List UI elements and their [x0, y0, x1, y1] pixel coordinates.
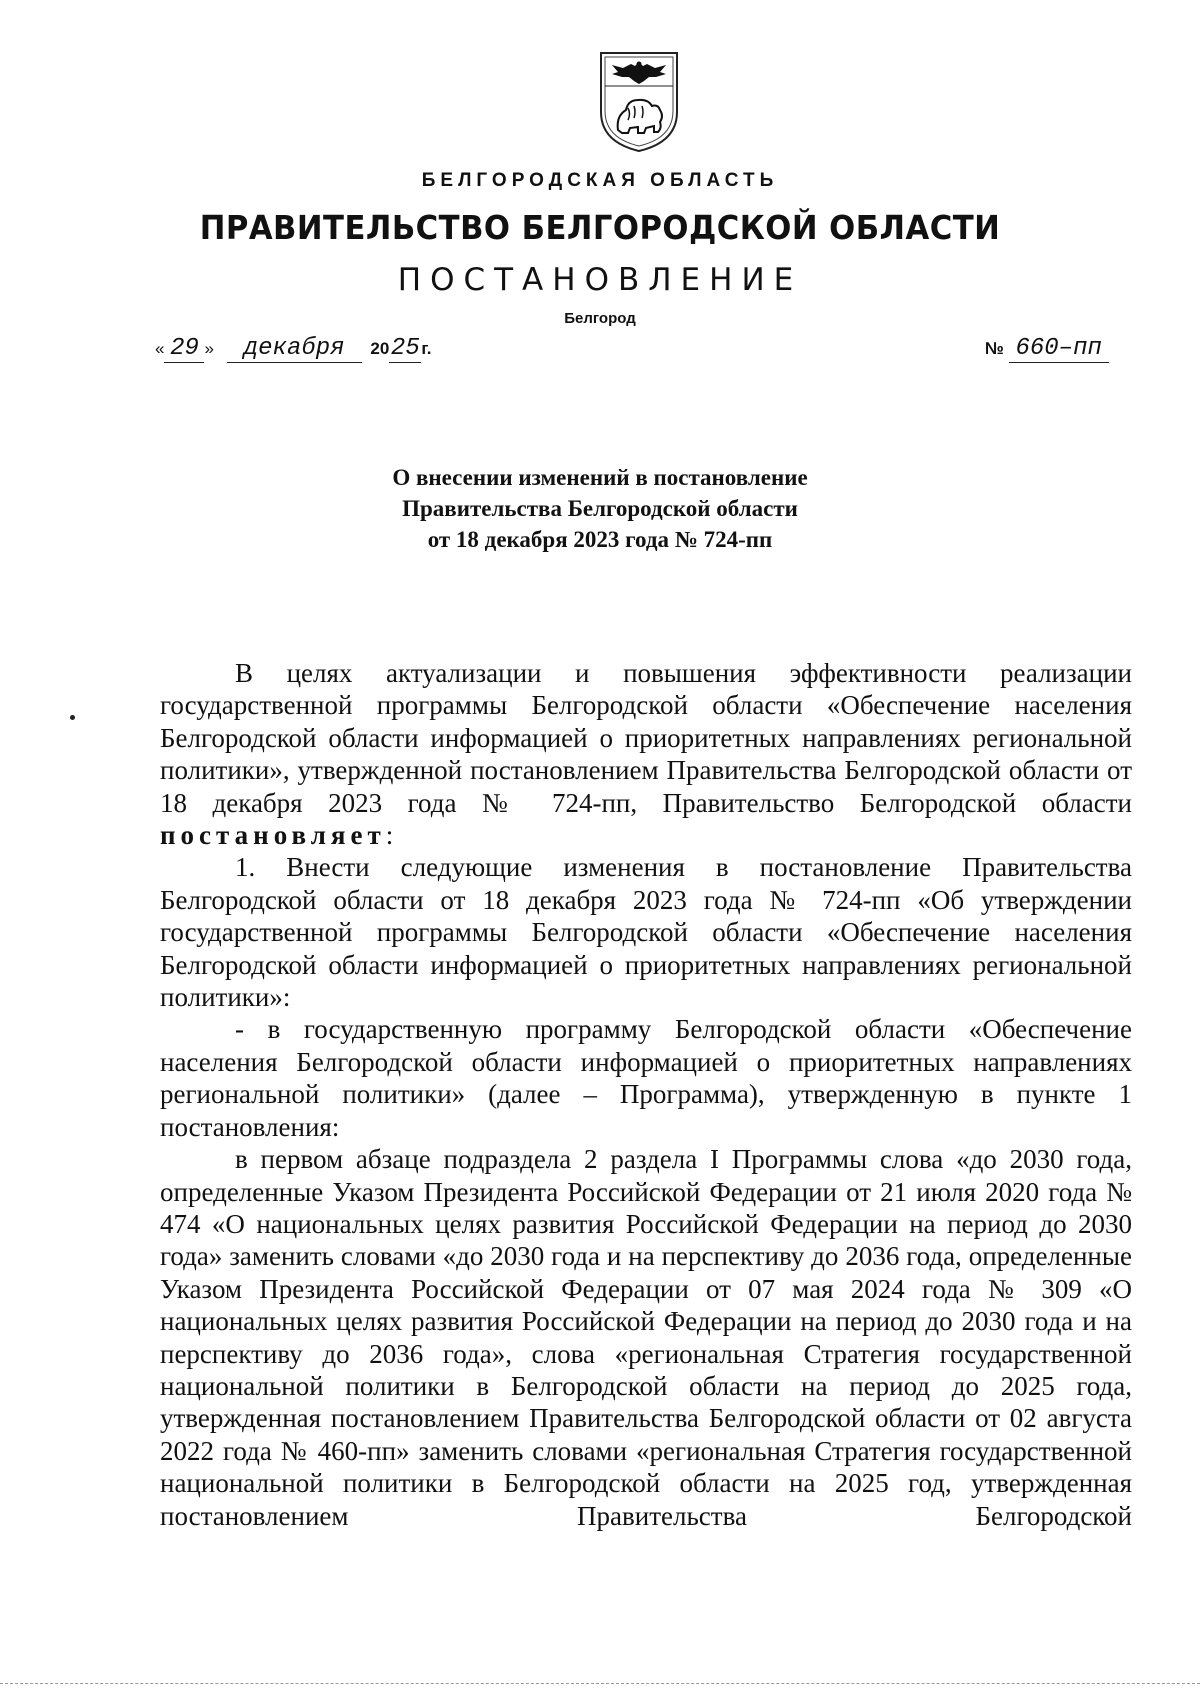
margin-mark: [70, 715, 75, 720]
coat-of-arms-icon: [598, 50, 680, 154]
title-line-3: от 18 декабря 2023 года № 724-пп: [427, 527, 773, 552]
document-title: [0, 462, 1200, 555]
preamble-end: :: [385, 820, 394, 851]
preamble-text: В целях актуализации и повышения эффективности реализации государственной программы Белгородской области «Обеспечение населения Белгородской области информацией о приоритетных направлениях региональной политики», утвержденной постановлением Правительства Белгородской области от 18 декабря 2023 года № 724-пп, Правительство Белгородской области: [160, 658, 1132, 818]
number-value: 660–пп: [1015, 335, 1102, 362]
title-line-1: О внесении изменений в постановление: [392, 465, 808, 490]
paragraph-subitem: - в государственную программу Белгородской области «Обеспечение населения Белгородской области информацией о приоритетных направлениях региональной политики» (далее – Программа), утвержденную в пункте 1 постановления:: [160, 1014, 1132, 1142]
date-year-mark: г.: [421, 339, 432, 358]
date-month: декабря: [243, 335, 345, 362]
date-open-quote: «: [155, 339, 165, 358]
page-bottom-divider: [0, 1683, 1200, 1684]
city-label: Белгород: [564, 310, 636, 327]
paragraph-item-1: 1. Внести следующие изменения в постановление Правительства Белгородской области от 18 декабря 2023 года № 724-пп «Об утверждении государственной программы Белгородской области «Обеспечение населения Белгородской области информацией о приоритетных направлениях региональной политики»:: [160, 852, 1132, 1013]
preamble-keyword: постановляет: [160, 820, 386, 851]
date-day: 29: [170, 335, 199, 362]
paragraph-preamble: [160, 657, 1132, 851]
government-heading: ПРАВИТЕЛЬСТВО БЕЛГОРОДСКОЙ ОБЛАСТИ: [199, 208, 1001, 247]
date-close-quote: »: [204, 339, 214, 358]
date-year-prefix: 20: [370, 339, 390, 358]
document-date: [155, 335, 431, 363]
title-line-2: Правительства Белгородской области: [402, 496, 798, 521]
region-heading: БЕЛГОРОДСКАЯ ОБЛАСТЬ: [421, 170, 779, 191]
document-type-heading: ПОСТАНОВЛЕНИЕ: [397, 262, 803, 298]
date-year-suffix: 25: [390, 335, 420, 362]
document-number: [985, 335, 1109, 363]
paragraph-amendment: в первом абзаце подраздела 2 раздела I Программы слова «до 2030 года, определенные Указом Президента Российской Федерации от 21 июля 2020 года № 474 «О национальных целях развития Российской Федерации на период до 2030 года» заменить словами «до 2030 года и на перспективу до 2036 года, определенные Указом Президента Российской Федерации от 07 мая 2024 года № 309 «О национальных целях развития Российской Федерации на период до 2030 года и на перспективу до 2036 года», слова «региональная Стратегия государственной национальной политики в Белгородской области на период до 2025 года, утвержденная постановлением Правительства Белгородской области от 02 августа 2022 года № 460-пп» заменить словами «региональная Стратегия государственной национальной политики в Белгородской области на 2025 год, утвержденная постановлением Правительства Белгородской: [160, 1144, 1132, 1531]
number-label: №: [985, 339, 1004, 358]
document-body: [160, 657, 1132, 1532]
